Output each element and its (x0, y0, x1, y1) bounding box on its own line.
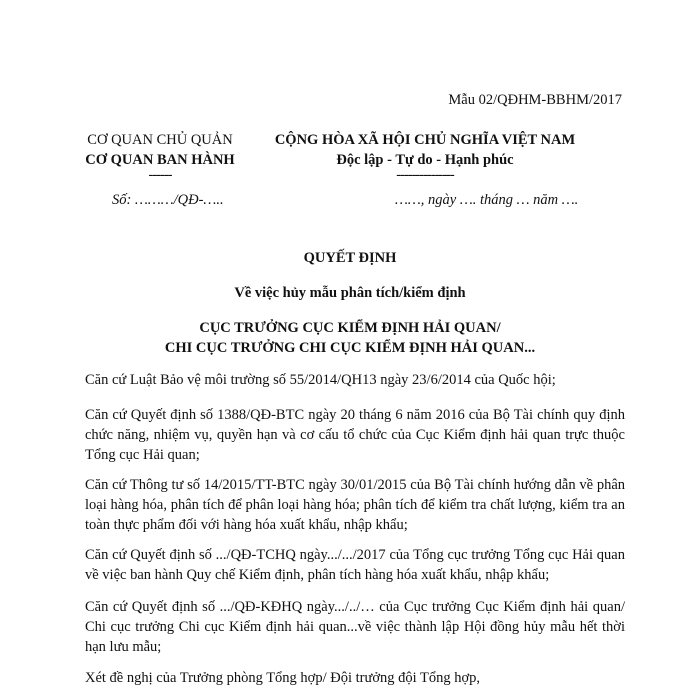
issuing-authority (0, 318, 700, 358)
document-number: Số: ………/QĐ-….. (112, 192, 224, 208)
issuing-agency-block (60, 130, 260, 183)
document-title: QUYẾT ĐỊNH (303, 250, 397, 266)
national-title-block (255, 130, 595, 183)
authority-line-1: CỤC TRƯỞNG CỤC KIỂM ĐỊNH HẢI QUAN/ (199, 320, 501, 336)
national-title: CỘNG HÒA XÃ HỘI CHỦ NGHĨA VIỆT NAM (274, 132, 576, 148)
national-motto: Độc lập - Tự do - Hạnh phúc (336, 152, 514, 168)
paragraph: Căn cứ Quyết định số .../QĐ-TCHQ ngày.../.../2017 của Tổng cục trưởng Tổng cục Hải quan về việc ban hành Quy chế Kiểm định, phân tích hàng hóa xuất khẩu, nhập khẩu; (85, 547, 625, 583)
paragraph: Căn cứ Luật Bảo vệ môi trường số 55/2014/QH13 ngày 23/6/2014 của Quốc hội; (85, 372, 556, 388)
paragraph: Xét đề nghị của Trưởng phòng Tổng hợp/ Đội trưởng đội Tổng hợp, (85, 670, 481, 686)
document-subject: Về việc hủy mẫu phân tích/kiểm định (234, 285, 466, 301)
agency-separator: ------ (148, 167, 172, 183)
motto-separator: --------------- (396, 167, 454, 183)
form-code: Mẫu 02/QĐHM-BBHM/2017 (448, 92, 622, 108)
authority-line-2: CHI CỤC TRƯỞNG CHI CỤC KIỂM ĐỊNH HẢI QUAN... (164, 340, 536, 356)
paragraph: Căn cứ Quyết định số .../QĐ-KĐHQ ngày.../../… của Cục trưởng Cục Kiểm định hải quan/ Chi cục trưởng Chi cục Kiểm định hải quan...về việc thành lập Hội đồng hủy mẫu hết thời hạn lưu mẫu; (85, 599, 625, 655)
parent-agency: CƠ QUAN CHỦ QUẢN (87, 132, 233, 148)
paragraph: Căn cứ Thông tư số 14/2015/TT-BTC ngày 30/01/2015 của Bộ Tài chính hướng dẫn về phân loại hàng hóa, phân tích để phân loại hàng hóa; phân tích để kiểm tra chất lượng, kiểm tra an toàn thực phẩm đối với hàng hóa xuất khẩu, nhập khẩu; (85, 477, 625, 533)
issuing-agency: CƠ QUAN BAN HÀNH (85, 152, 235, 168)
paragraph: Căn cứ Quyết định số 1388/QĐ-BTC ngày 20 tháng 6 năm 2016 của Bộ Tài chính quy định chức năng, nhiệm vụ, quyền hạn và cơ cấu tổ chức của Cục Kiểm định hải quan trực thuộc Tổng cục Hải quan; (85, 407, 625, 463)
document-date: ……, ngày …. tháng … năm …. (395, 192, 579, 208)
